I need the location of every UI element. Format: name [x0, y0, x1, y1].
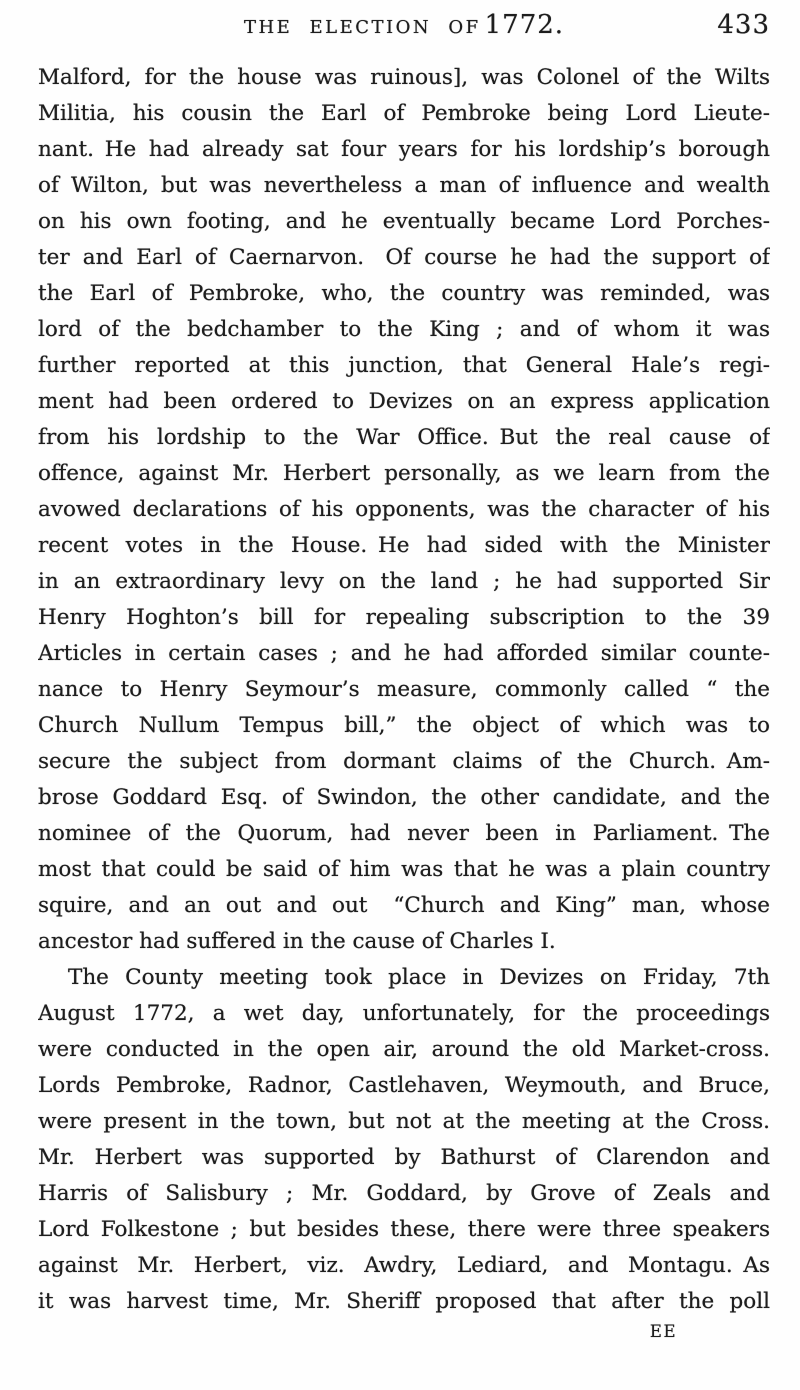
text-line: Henry Hoghton’s bill for repealing subscription to the 39 [38, 605, 770, 630]
text-line: offence, against Mr. Herbert personally, as we learn from the [38, 461, 770, 486]
text-line: recent votes in the House. He had sided with the Minister [38, 533, 770, 558]
text-line: against Mr. Herbert, viz. Awdry, Lediard, and Montagu. As [38, 1253, 770, 1278]
running-title-caps: THE ELECTION OF [243, 17, 481, 38]
page-number: 433 [717, 10, 770, 40]
text-line: August 1772, a wet day, unfortunately, for the proceedings [38, 1001, 770, 1026]
text-line: ment had been ordered to Devizes on an express application [38, 389, 770, 414]
signature-mark-row [38, 1322, 770, 1341]
text-line: Lords Pembroke, Radnor, Castlehaven, Weymouth, and Bruce, [38, 1073, 770, 1098]
text-line: of Wilton, but was nevertheless a man of influence and wealth [38, 173, 770, 198]
text-line: Malford, for the house was ruinous], was Colonel of the Wilts [38, 65, 770, 90]
text-line: from his lordship to the War Office. But the real cause of [38, 425, 770, 450]
text-line: Militia, his cousin the Earl of Pembroke being Lord Lieute- [38, 101, 770, 126]
text-line: lord of the bedchamber to the King ; and of whom it was [38, 317, 770, 342]
text-line: further reported at this junction, that General Hale’s regi- [38, 353, 770, 378]
text-line: Church Nullum Tempus bill,” the object of which was to [38, 713, 770, 738]
text-line: the Earl of Pembroke, who, the country was reminded, was [38, 281, 770, 306]
page-header [38, 10, 770, 42]
text-line: The County meeting took place in Devizes on Friday, 7th [68, 965, 770, 990]
text-line: in an extraordinary levy on the land ; he had supported Sir [38, 569, 770, 594]
text-line: ter and Earl of Caernarvon. Of course he had the support of [38, 245, 770, 270]
text-line: on his own footing, and he eventually became Lord Porches- [38, 209, 770, 234]
text-line: Harris of Salisbury ; Mr. Goddard, by Grove of Zeals and [38, 1181, 770, 1206]
text-line: were present in the town, but not at the meeting at the Cross. [38, 1109, 770, 1134]
text-line: ancestor had suffered in the cause of Charles I. [38, 929, 556, 954]
text-line: it was harvest time, Mr. Sheriff proposed that after the poll [38, 1289, 770, 1314]
signature-mark: EE [649, 1322, 677, 1341]
text-line: secure the subject from dormant claims of the Church. Am- [38, 749, 770, 774]
running-title [38, 10, 770, 40]
text-line: brose Goddard Esq. of Swindon, the other candidate, and the [38, 785, 770, 810]
text-line: squire, and an out and out “Church and King” man, whose [38, 893, 770, 918]
text-line: most that could be said of him was that he was a plain country [38, 857, 770, 882]
running-title-year: 1772. [484, 10, 565, 40]
text-line: nance to Henry Seymour’s measure, commonly called “ the [38, 677, 770, 702]
text-line: nominee of the Quorum, had never been in Parliament. The [38, 821, 770, 846]
text-line: Lord Folkestone ; but besides these, there were three speakers [38, 1217, 770, 1242]
text-line: avowed declarations of his opponents, was the character of his [38, 497, 770, 522]
page-body [38, 60, 770, 1320]
text-line: Articles in certain cases ; and he had afforded similar counte- [38, 641, 770, 666]
text-line: Mr. Herbert was supported by Bathurst of Clarendon and [38, 1145, 770, 1170]
text-line: were conducted in the open air, around the old Market-cross. [38, 1037, 770, 1062]
text-line: nant. He had already sat four years for his lordship’s borough [38, 137, 770, 162]
